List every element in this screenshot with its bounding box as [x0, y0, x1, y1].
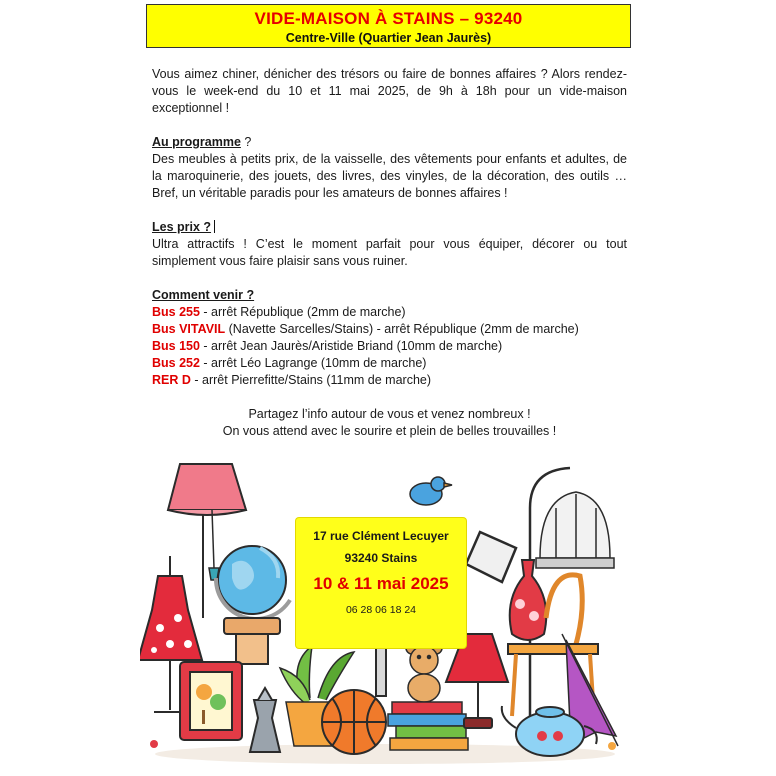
closing-line-2: On vous attend avec le sourire et plein de belles trouvailles ! [222, 424, 557, 438]
coffee-pot-icon [250, 688, 280, 752]
transport-item [152, 338, 627, 355]
transport-detail: - arrêt Léo Lagrange (10mm de marche) [199, 356, 427, 370]
transport-line: RER D [152, 373, 191, 387]
programme-heading-line [152, 134, 627, 151]
transport-item [152, 372, 627, 389]
transport-item [152, 304, 627, 321]
page-title: VIDE-MAISON À STAINS – 93240 [254, 9, 523, 28]
phone-number: 06 28 06 18 24 [345, 604, 417, 616]
basketball-icon [322, 690, 386, 754]
event-date: 10 & 11 mai 2025 [313, 574, 449, 593]
transport-heading-line [152, 287, 627, 304]
programme-heading: Au programme [152, 135, 241, 149]
transport-detail: - arrêt Jean Jaurès/Aristide Briand (10mm de marche) [199, 339, 503, 353]
prix-heading-line [152, 219, 627, 236]
transport-detail: - arrêt République (2mm de marche) [199, 305, 406, 319]
page-subtitle: Centre-Ville (Quartier Jean Jaurès) [285, 31, 492, 45]
transport-detail: - arrêt Pierrefitte/Stains (11mm de marche) [190, 373, 432, 387]
programme-heading-suffix: ? [240, 135, 252, 149]
address-card [296, 518, 466, 648]
bird-icon [410, 477, 452, 505]
text-cursor [214, 220, 215, 233]
vase-icon [510, 560, 547, 640]
transport-detail: (Navette Sarcelles/Stains) - arrêt République (2mm de marche) [225, 322, 579, 336]
teddy-bear-icon [406, 642, 442, 702]
transport-line: Bus 255 [152, 305, 200, 319]
address-street: 17 rue Clément Lecuyer [313, 529, 449, 543]
transport-heading: Comment venir ? [152, 288, 255, 302]
books-icon [388, 702, 468, 750]
transport-item [152, 321, 627, 338]
globe-icon [216, 546, 290, 664]
picture-frame-icon [180, 662, 242, 740]
transport-line: Bus 150 [152, 339, 200, 353]
document-body [152, 66, 627, 440]
address-city: 93240 Stains [344, 551, 418, 565]
title-box [146, 4, 631, 48]
transport-line: Bus VITAVIL [152, 322, 226, 336]
transport-item [152, 355, 627, 372]
transport-line: Bus 252 [152, 356, 200, 370]
intro-paragraph: Vous aimez chiner, dénicher des trésors ou faire de bonnes affaires ? Alors rendez-vous le week-end du 10 et 11 mai 2025, de 9h à 18h pour un vide-maison exceptionnel ! [152, 67, 627, 115]
closing-line-1: Partagez l’info autour de vous et venez nombreux ! [248, 407, 531, 421]
prix-heading: Les prix ? [152, 220, 212, 234]
birdcage-icon [536, 492, 614, 568]
programme-paragraph: Des meubles à petits prix, de la vaisselle, des vêtements pour enfants et adultes, de la maroquinerie, des jouets, des livres, des vinyles, de la décoration, des outils … Bref, un véritable paradis pour les amateurs de bonnes affaires ! [152, 152, 627, 200]
sign-post-icon [376, 648, 386, 696]
prix-paragraph: Ultra attractifs ! C’est le moment parfait pour vous équiper, décorer ou tout simplement vous faire plaisir sans vous ruiner. [152, 237, 627, 268]
